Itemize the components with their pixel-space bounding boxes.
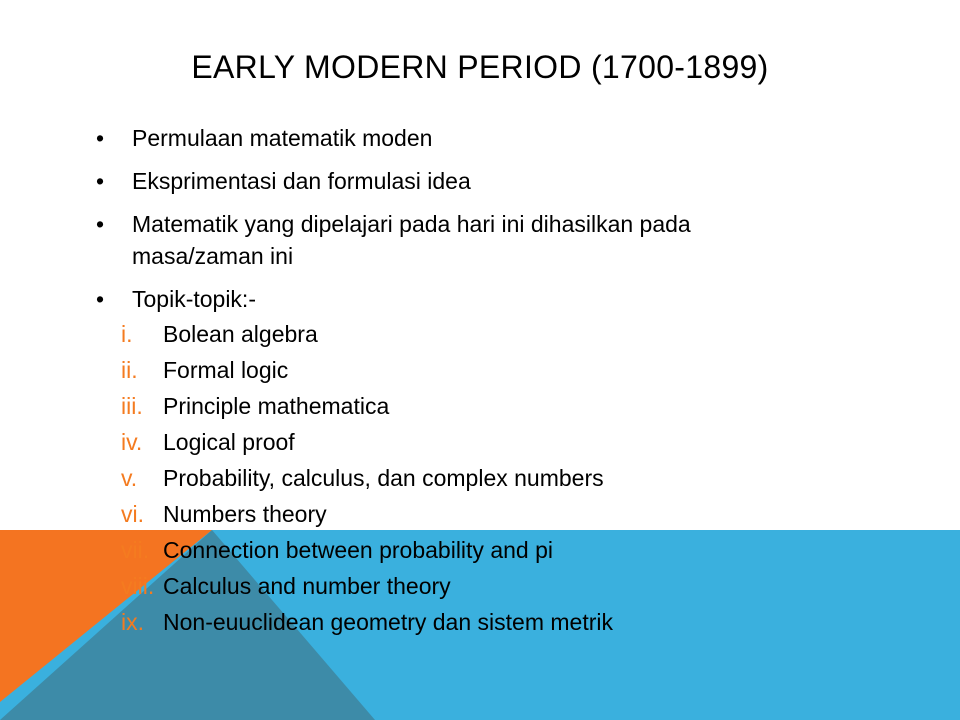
topic-numeral: vii. <box>121 537 150 563</box>
topic-text: Calculus and number theory <box>163 573 451 599</box>
topic-item <box>114 352 613 388</box>
topic-text: Probability, calculus, dan complex numbers <box>163 465 604 491</box>
topic-item <box>114 460 613 496</box>
topic-item <box>114 424 613 460</box>
topic-item <box>114 388 613 424</box>
topic-numeral: iv. <box>121 429 143 455</box>
topic-item <box>114 532 613 568</box>
bullet-text: Topik-topik:- <box>132 286 256 312</box>
bullet-item <box>96 165 816 197</box>
slide-title <box>0 49 960 86</box>
topic-numeral: i. <box>121 321 133 347</box>
topic-text: Principle mathematica <box>163 393 390 419</box>
topic-numeral: vi. <box>121 501 144 527</box>
topic-item <box>114 568 613 604</box>
bullet-dot-icon: • <box>96 286 105 312</box>
bullet-text: Matematik yang dipelajari pada hari ini dihasilkan pada masa/zaman ini <box>132 211 691 269</box>
topic-text: Logical proof <box>163 429 295 455</box>
topic-list <box>114 316 613 640</box>
slide-title-text: EARLY MODERN PERIOD <box>191 49 582 85</box>
topic-text: Formal logic <box>163 357 289 383</box>
bullet-item <box>96 122 816 154</box>
topic-item <box>114 316 613 352</box>
topic-numeral: ix. <box>121 609 144 635</box>
topic-text: Non-euuclidean geometry dan sistem metrik <box>163 609 613 635</box>
bullet-dot-icon: • <box>96 125 105 151</box>
bullet-dot-icon: • <box>96 168 105 194</box>
bullet-list <box>96 122 816 326</box>
topic-numeral: ii. <box>121 357 138 383</box>
topic-text: Bolean algebra <box>163 321 318 347</box>
bullet-text: Eksprimentasi dan formulasi idea <box>132 168 471 194</box>
topic-numeral: viii. <box>121 573 155 599</box>
topic-numeral: v. <box>121 465 138 491</box>
bullet-dot-icon: • <box>96 211 105 237</box>
topic-item <box>114 496 613 532</box>
topic-text: Numbers theory <box>163 501 327 527</box>
topic-text: Connection between probability and pi <box>163 537 553 563</box>
topic-numeral: iii. <box>121 393 143 419</box>
bullet-text: Permulaan matematik moden <box>132 125 433 151</box>
slide-title-years: (1700-1899) <box>590 49 769 85</box>
bullet-item <box>96 208 816 272</box>
topic-item <box>114 604 613 640</box>
bullet-item <box>96 283 816 315</box>
